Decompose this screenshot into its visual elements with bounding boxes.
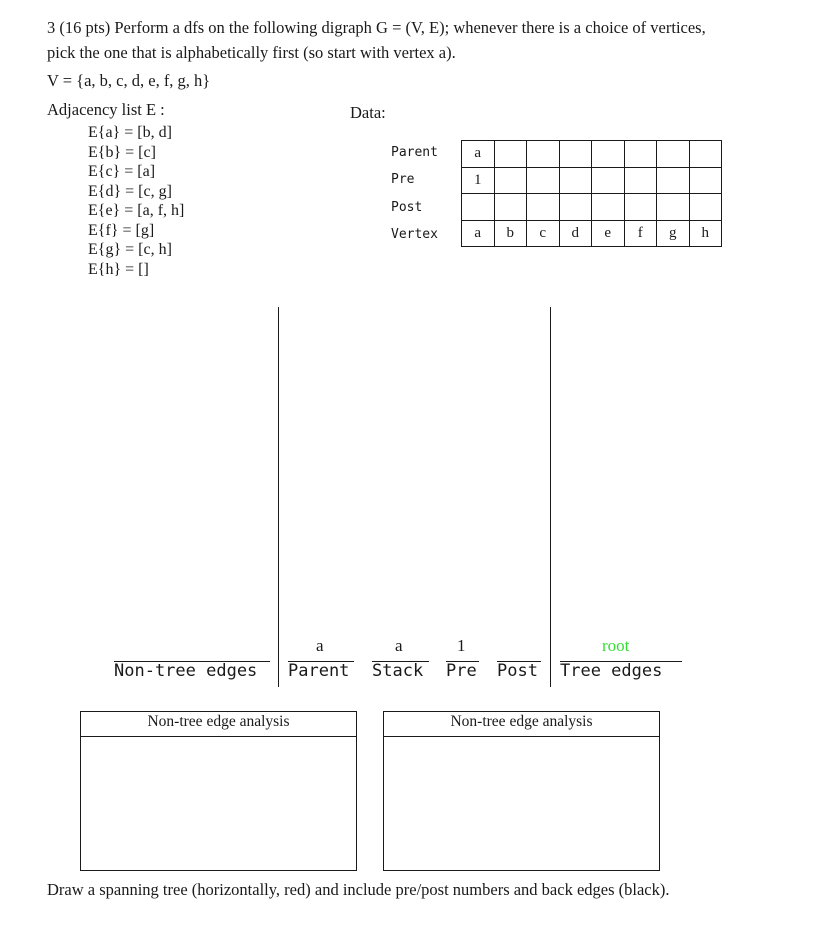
vertex-set: V = {a, b, c, d, e, f, g, h} bbox=[47, 71, 211, 90]
pre-cell[interactable]: 1 bbox=[462, 167, 495, 194]
divider-right bbox=[550, 307, 551, 687]
vertex-cell: d bbox=[559, 220, 592, 247]
pre-cell[interactable] bbox=[494, 167, 527, 194]
adjacency-row: E{c} = [a] bbox=[88, 163, 156, 180]
parent-cell[interactable] bbox=[494, 141, 527, 168]
pre-cell[interactable] bbox=[527, 167, 560, 194]
analysis-box-title: Non-tree edge analysis bbox=[81, 712, 356, 737]
adjacency-row: E{a} = [b, d] bbox=[88, 124, 172, 141]
row-label-pre: Pre bbox=[391, 172, 415, 187]
first-pre-value: 1 bbox=[457, 636, 466, 655]
data-grid bbox=[461, 140, 722, 247]
vertex-cell: g bbox=[657, 220, 690, 247]
post-cell[interactable] bbox=[462, 194, 495, 221]
non-tree-analysis-box-right[interactable] bbox=[383, 711, 660, 871]
header-stack: Stack bbox=[372, 661, 424, 681]
adjacency-row: E{g} = [c, h] bbox=[88, 241, 172, 258]
row-label-vertex: Vertex bbox=[391, 227, 438, 242]
pre-cell[interactable] bbox=[592, 167, 625, 194]
post-cell[interactable] bbox=[689, 194, 722, 221]
parent-cell[interactable] bbox=[592, 141, 625, 168]
parent-cell[interactable]: a bbox=[462, 141, 495, 168]
vertex-row bbox=[462, 220, 722, 247]
pre-row bbox=[462, 167, 722, 194]
adjacency-row: E{e} = [a, f, h] bbox=[88, 202, 185, 219]
pre-cell[interactable] bbox=[559, 167, 592, 194]
header-post: Post bbox=[497, 661, 538, 681]
problem-line-1: 3 (16 pts) Perform a dfs on the following digraph G = (V, E); whenever there is a choice of vertices, bbox=[47, 18, 706, 37]
adjacency-row: E{b} = [c] bbox=[88, 143, 156, 161]
adjacency-row: E{d} = [c, g] bbox=[88, 182, 172, 200]
post-cell[interactable] bbox=[624, 194, 657, 221]
first-parent-value: a bbox=[316, 636, 324, 655]
header-parent: Parent bbox=[288, 661, 350, 681]
row-label-post: Post bbox=[391, 200, 423, 215]
vertex-cell: f bbox=[624, 220, 657, 247]
post-cell[interactable] bbox=[657, 194, 690, 221]
parent-cell[interactable] bbox=[689, 141, 722, 168]
vertex-cell: h bbox=[689, 220, 722, 247]
parent-cell[interactable] bbox=[624, 141, 657, 168]
vertex-cell: e bbox=[592, 220, 625, 247]
parent-row bbox=[462, 141, 722, 168]
vertex-cell: c bbox=[527, 220, 560, 247]
adjacency-label: Adjacency list E : bbox=[47, 100, 165, 119]
problem-line-2: pick the one that is alphabetically first (so start with vertex a). bbox=[47, 43, 456, 62]
vertex-cell: a bbox=[462, 220, 495, 247]
parent-cell[interactable] bbox=[527, 141, 560, 168]
post-row bbox=[462, 194, 722, 221]
footer-instruction: Draw a spanning tree (horizontally, red) and include pre/post numbers and back edges (black). bbox=[47, 880, 670, 899]
row-label-parent: Parent bbox=[391, 145, 438, 160]
parent-cell[interactable] bbox=[559, 141, 592, 168]
divider-left bbox=[278, 307, 279, 687]
non-tree-analysis-box-left[interactable] bbox=[80, 711, 357, 871]
data-label: Data: bbox=[350, 103, 386, 122]
post-cell[interactable] bbox=[592, 194, 625, 221]
pre-cell[interactable] bbox=[689, 167, 722, 194]
first-stack-value: a bbox=[395, 636, 403, 655]
adjacency-row: E{f} = [g] bbox=[88, 221, 155, 239]
adjacency-row: E{h} = [] bbox=[88, 260, 149, 278]
header-tree-edges: Tree edges bbox=[560, 661, 663, 681]
pre-cell[interactable] bbox=[657, 167, 690, 194]
parent-cell[interactable] bbox=[657, 141, 690, 168]
adjacency-list bbox=[88, 123, 184, 279]
post-cell[interactable] bbox=[494, 194, 527, 221]
analysis-box-title: Non-tree edge analysis bbox=[384, 712, 659, 737]
pre-cell[interactable] bbox=[624, 167, 657, 194]
tree-root-label: root bbox=[602, 636, 630, 655]
header-pre: Pre bbox=[446, 661, 477, 681]
post-cell[interactable] bbox=[527, 194, 560, 221]
vertex-cell: b bbox=[494, 220, 527, 247]
post-cell[interactable] bbox=[559, 194, 592, 221]
header-non-tree-edges: Non-tree edges bbox=[114, 661, 258, 681]
